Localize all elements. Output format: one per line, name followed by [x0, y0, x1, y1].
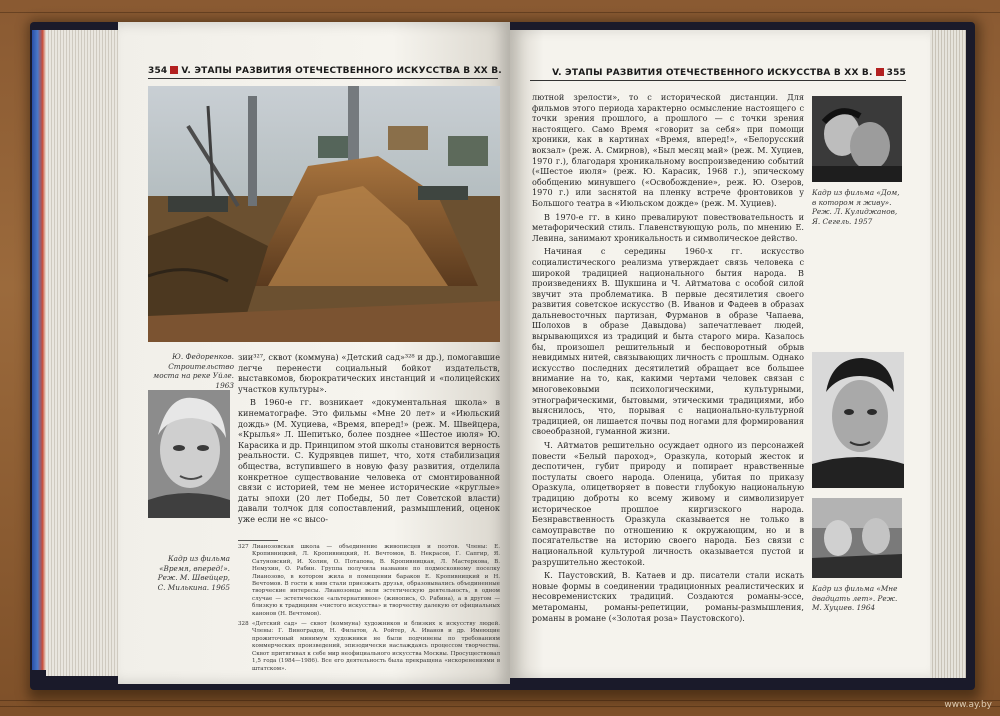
still-image [812, 96, 902, 182]
footnote-rule [238, 540, 278, 541]
left-page [118, 22, 510, 684]
paragraph: Ч. Айтматов решительно осуждает одного из персонажей повести «Белый пароход», Оразкула, который жесток и деспотичен, губит природу и попирает нравственные постулаты своего народа. Оленица, убитая по приказу Оразкула, олицетворяет в повести глубокую национальную традицию доброты ко всему живому и символизирует историческое прошлое киргизского народа. Безнравственность Оразкула сказывается не только в самоуправстве по отношению к окружающим, но и в посягательстве на историю своего народа. Без связи с национальной культурой личность оказывается пустой и разрушительно жестокой. [532, 440, 804, 567]
portrait-image [148, 390, 230, 518]
footnote-text: «Детский сад» — сквот (коммуна) художников и близких к искусству людей. Члены: Г. Виноградов, Н. Филатов, А. Ройтер, А. Иванов и др. Имеющие прожиточный минимум художники не были подчинены по требованиям коммерческих произведений, эпизодически наслаждаясь процессом творчества. Сквот притягивал к себе мир неофициального искусства Москвы. Просуществовал 1,5 года (1984—1986). Все его деятельность была прекращена «искоренениями в штатском». [252, 621, 500, 672]
film-still-house [812, 96, 902, 182]
left-page-stack [46, 30, 124, 676]
footnote-text: Лианозовская школа — объединение живописцев и поэтов. Члены: Е. Кропивницкий, Л. Кропивницкий, Н. Вечтомов, В. Некрасов, Г. Сапгир, Я. Сатуновский, И. Холин, О. Потапова, В. Кропивницкая, Л. Мастеркова, В. Немухин, О. Рабин. Группа получила название по подмосковному поселку Лианозово, в котором жила в помещении бараков Е. Кропивницкий и Н. Вечтомов. В гости к ним стали приезжать друзья, образовывались объединенные творческие интересы. Лианозовцы вели эстетическую деятельность, в одном случае — эстетическое «альтернативное» (живопись, О. Рабина), а в другом — близкую к традициям «чистого искусства» и творчеству далекую от официальных канонов (Н. Вечтомов). [252, 544, 500, 617]
still-twenty-image [812, 498, 902, 578]
portrait-caption: Кадр из фильма «Время, вперед!». Реж. М. Швейцер, С. Милькина. 1965 [157, 554, 230, 592]
paragraph: В 1960-е гг. возникает «документальная школа» в кинематографе. Это фильмы «Мне 20 лет» и «Июльский дождь» (М. Хуциева, «Время, вперед!» (реж. М. Швейцера, «Крылья» Л. Шепитько, более позднее «Шестое июля» Ю. Карасика и др. Принципом этой школы становится верность реальности. С. Кудрявцев пишет, что, хотя стабилизация общества, вступившего в новую фазу развития, отделила конкретное существование человека от смонтированной связи с историей, тем не менее исторические «круглые» даты эпохи (20 лет Победы, 50 лет Советской власти) давали толчок для сопоставлений, размышлений, оценок уже если не «с высо- [238, 397, 500, 524]
film-still-twenty [812, 498, 902, 578]
wood-grain [0, 700, 1000, 701]
watermark: www.ay.by [944, 700, 992, 710]
film-still-portrait [148, 390, 230, 518]
cover-spine-edge [32, 30, 46, 670]
left-page-number: 354 [148, 66, 168, 76]
right-running-head [552, 68, 906, 78]
right-body-text [532, 92, 804, 626]
twenty-still-caption: Кадр из фильма «Мне двадцать лет». Реж. М. Хуциев. 1964 [812, 584, 898, 612]
film-still-man-portrait [812, 352, 904, 488]
right-head-title: V. ЭТАПЫ РАЗВИТИЯ ОТЕЧЕСТВЕННОГО ИСКУССТВА В XX В. [552, 68, 873, 78]
man-portrait-image [812, 352, 904, 488]
right-page [510, 30, 930, 678]
left-body-text [238, 352, 500, 528]
left-head-title: V. ЭТАПЫ РАЗВИТИЯ ОТЕЧЕСТВЕННОГО ИСКУССТВА В XX В. [181, 66, 502, 76]
wood-grain [0, 12, 1000, 13]
footnote-number: 327 [238, 544, 249, 550]
painting-bridge-construction [148, 86, 500, 342]
paragraph: зии³²⁷, сквот (коммуна) «Детский сад»³²⁸ и др.), помогавшие легче перенести социальный бойкот издательств, выставкомов, бюрократических инстанций и «полицейских участков культуры». [238, 352, 500, 394]
house-still-caption: Кадр из фильма «Дом, в котором я живу». Реж. Л. Кулиджанов, Я. Сегель. 1957 [812, 188, 900, 226]
painting-image [148, 86, 500, 342]
right-page-stack [930, 30, 966, 678]
paragraph: К. Паустовский, В. Катаев и др. писатели стали искать новые формы в соединении традиционных реалистических и несовременистских традиций. Создаются романы-эссе, метароманы, романы-репетиции, романы-размышления, романы в романе («Золотая роза» Паустовского). [532, 570, 804, 623]
head-rule [148, 78, 498, 79]
paragraph: Начиная с середины 1960-х гг. искусство социалистического реализма утверждает связь человека с широкой традицией национального бытия народа. В произведениях В. Шукшина и Ч. Айтматова с особой силой звучит эта проблематика. В первые десятилетия своего развития советское искусство (В. Иванов и Фадеев в образах дальневосточных партизан, Фурманов в образе Чапаева, Шолохов в образе Давыдова) запечатлевает людей, вырывающихся из традиций и быта старого мира. Казалось бы, произошел решительный и бесповоротный обрыв невидимых нитей, связывающих личность с прошлым. Однако искусство последних десятилетий обращает все большее внимание на то, как, какими чертами человек связан с многовековыми психологическими, культурными, этнографическими, бытовыми, этическими традициями, ибо выяснилось, что, порывая с национально-культурной традицией, он лишается почвы под ногами для формирования своеобразной, гуманной жизни. [532, 246, 804, 437]
head-rule [530, 80, 906, 81]
footnote-327 [238, 544, 500, 618]
footnotes [238, 544, 500, 676]
left-running-head [148, 66, 502, 76]
wood-grain [0, 706, 1000, 707]
paragraph: В 1970-е гг. в кино превалируют повествовательность и метафорический стиль. Главенствующую роль, по мнению Е. Левина, занимают хроникальность и символическое действо. [532, 211, 804, 243]
footnote-328 [238, 621, 500, 673]
red-square-icon [170, 66, 178, 74]
paragraph: лютной зрелости», то с исторической дистанции. Для фильмов этого периода характерно осмысление настоящего с точки зрения прошлого, а прошлого — с точки зрения настоящего. Само Время «говорит за себя» при помощи хроники, как в картинах «Время, вперед!», «Белорусский вокзал» (реж. А. Смирнов), «Был месяц май» (реж. М. Хуциев, 1970 г.), благодаря хроникальному воспроизведению событий («Шестое июля» (реж. Ю. Карасик, 1968 г.), эпическому обобщению минувшего («Освобождение», реж. Ю. Озеров, 1970 г.) или заснятой на пленку встрече фронтовиков у Большого театра в «Июльском дожде» (реж. М. Хуциев). [532, 92, 804, 208]
painting-caption: Ю. Федоренков. Строительство моста на реке Уйле. 1963 [153, 352, 234, 390]
red-square-icon [876, 68, 884, 76]
footnote-number: 328 [238, 621, 249, 628]
right-page-number: 355 [886, 68, 906, 78]
